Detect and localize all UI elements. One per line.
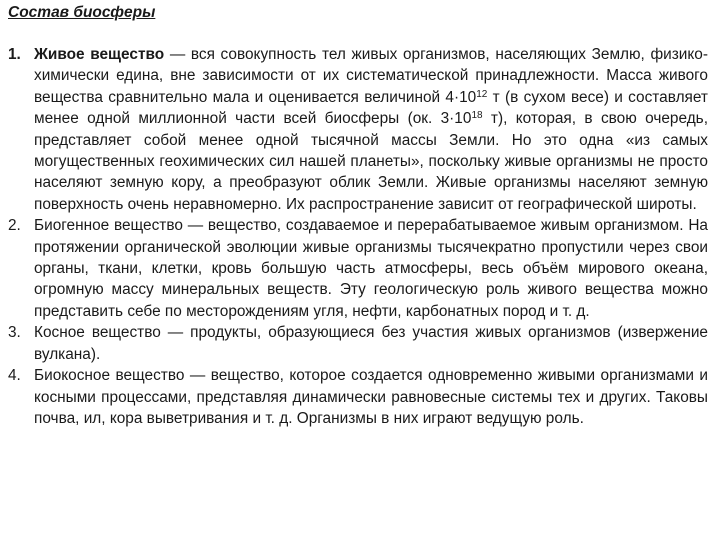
list-item-text: т (в сухом весе) и составляет менее одной миллионной части всей биосферы (ок. 3·10: [34, 88, 708, 128]
list-item-number: 3.: [8, 324, 21, 342]
list-item-number: 4.: [8, 367, 21, 385]
list-item-text: — вся совокупность тел живых организмов, населяющих Землю, физико-химически едина, вне зависимости от их систематической принадлежности. Масса живого вещества сравнительно мала и оценивается величиной 4·10: [34, 46, 708, 106]
list-item-text: т), которая, в свою очередь, представляет собой менее одной тысячной массы Земли. Но это одна «из самых могущественных геохимических сил нашей планеты», поскольку живые организмы не просто населяют земную кору, а преобразуют облик Земли. Живые организмы населяют земную поверхность очень неравномерно. Их распространение зависит от географической широты.: [34, 110, 708, 213]
list-item-inert-matter: [8, 322, 708, 365]
list-item-number: 1.: [8, 46, 21, 63]
list-item-living-matter: [8, 44, 708, 215]
list-item-text: Косное вещество — продукты, образующиеся без участия живых организмов (извержение вулкана).: [34, 324, 708, 363]
list-item-biogenic-matter: [8, 215, 708, 322]
term-living-matter: Живое вещество: [34, 46, 165, 63]
page-title: Состав биосферы: [8, 4, 156, 21]
list-item-bioinert-matter: [8, 365, 708, 429]
list-item-text: Биокосное вещество — вещество, которое создается одновременно живыми организмами и косными процессами, представляя динамически равновесные системы тех и других. Таковы почва, ил, кора выветривания и т. д. Организмы в них играют ведущую роль.: [34, 367, 708, 427]
list-item-text: Биогенное вещество — вещество, создаваемое и перерабатываемое живым организмом. На протяжении органической эволюции живые организмы тысячекратно пропустили через свои органы, ткани, клетки, кровь большую часть атмосферы, весь объём мирового океана, огромную массу минеральных веществ. Эту геологическую роль живого вещества можно представить себе по месторождениям угля, нефти, карбонатных пород и т. д.: [34, 217, 708, 320]
biosphere-composition-list: [8, 44, 708, 429]
exponent: 18: [471, 110, 483, 122]
exponent: 12: [476, 88, 488, 100]
list-item-number: 2.: [8, 217, 21, 235]
